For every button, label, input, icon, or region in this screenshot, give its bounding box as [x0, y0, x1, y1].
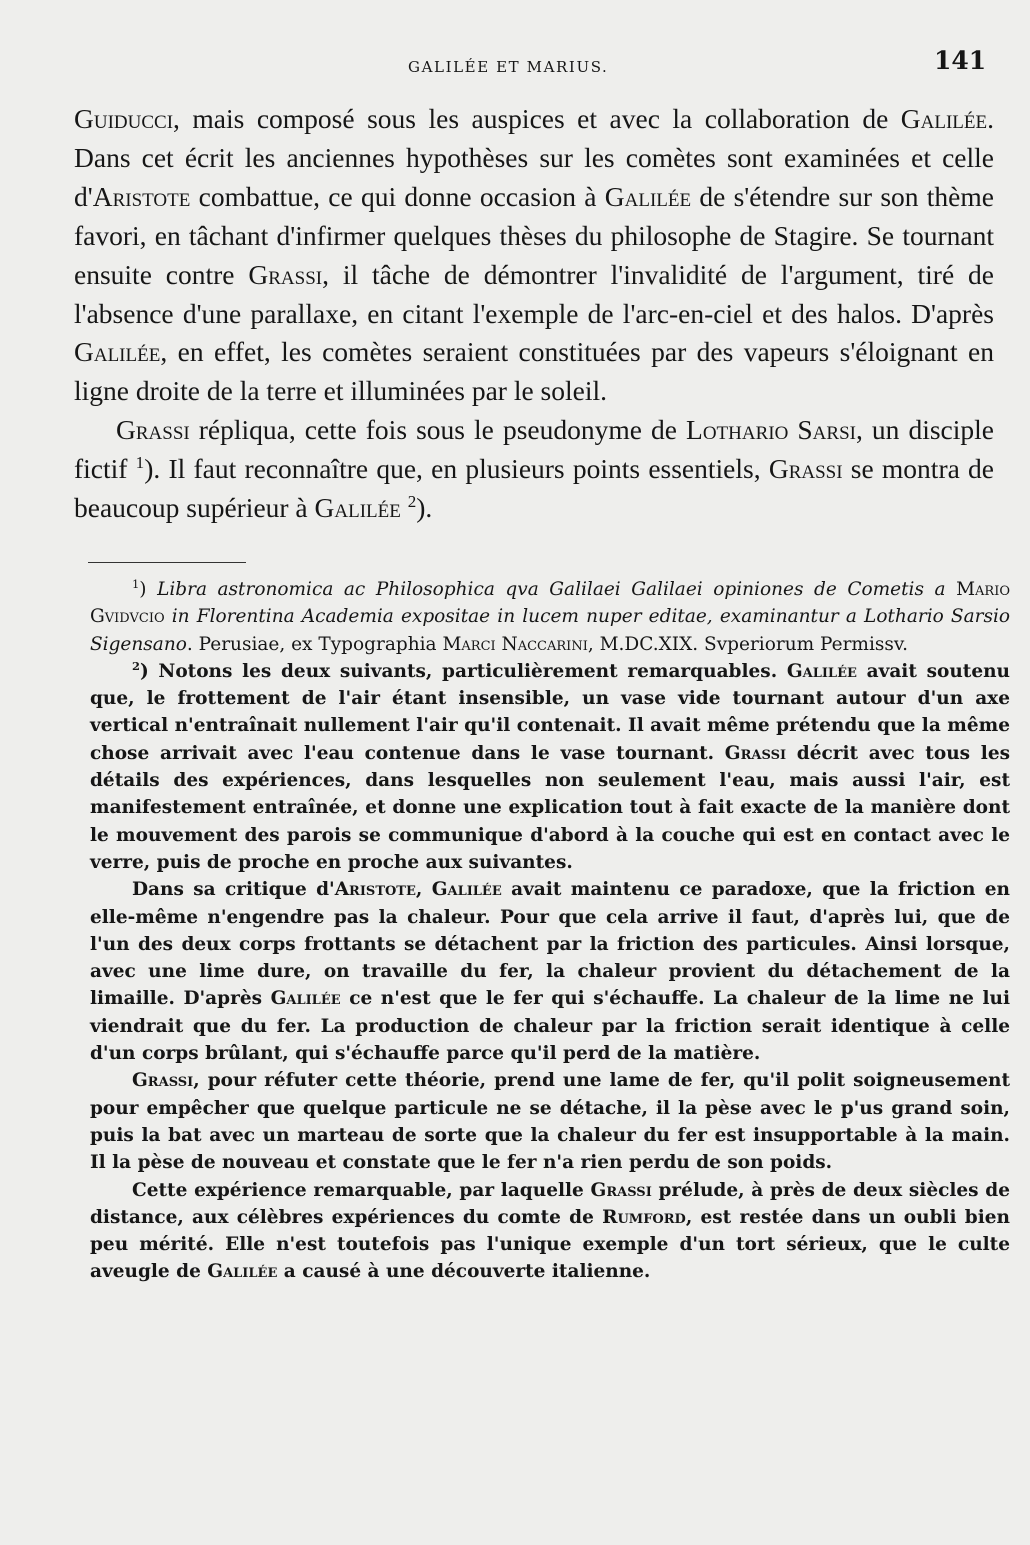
text-run: , pour réfuter cette théorie, prend une lame de fer, qu'il polit soigneusement pour empêcher que quelque particule ne se détache, il la pèse avec le p'us grand soin, puis la bat avec un marteau de sorte que la chaleur du fer est insupportable à la main. Il la pèse de nouveau et constate que le fer n'a rien perdu de son poids. [90, 1070, 1010, 1174]
small-caps-name: Guiducci [74, 103, 174, 134]
text-run: , il tâche de démontrer l'invalidité de l'argument, tiré de l'absence d'une parallaxe, en citant l'exemple de l'arc-en-ciel et des halos. D'après [74, 258, 994, 329]
text-run: ce n'est que le fer qui s'échauffe. La chaleur de la lime ne lui viendrait que du fer. La production de chaleur par la friction serait identique à celle d'un corps brûlant, qui s'échauffe parce qu'il perd de la matière. [90, 988, 1010, 1065]
small-caps-name: Grassi [248, 258, 323, 290]
text-run: Cette expérience remarquable, par laquelle [132, 1179, 591, 1201]
text-run: , en effet, les comètes seraient constituées par des vapeurs s'éloignant en ligne droite de la terre et illuminées par le soleil. [74, 336, 994, 407]
small-caps-name: Galilée [900, 103, 988, 134]
footnote-1 [90, 576, 1010, 658]
text-run: avait soutenu que, le frottement de l'air étant insensible, un vase vide tournant autour d'un axe vertical n'entraînait nullement l'air qu'il contenait. Il avait même prétendu que la même chose arrivait avec l'eau contenue dans le vase tournant. [90, 660, 1010, 764]
footnote-ref: 1 [135, 453, 145, 472]
italic-title: in Florentina Academia expositae in lucem nuper editae, examinantur a Lothario Sarsio Sigensano [90, 606, 1010, 655]
italic-title: Libra astronomica ac Philosophica qva Galilaei Galilaei opiniones de Cometis a [157, 579, 957, 600]
footnote-2 [90, 658, 1010, 876]
main-text [74, 100, 994, 528]
small-caps-name: Galilée [431, 879, 502, 901]
text-run: ). [416, 492, 433, 524]
paragraph-1 [74, 100, 994, 411]
text-run: répliqua, cette fois sous le pseudonyme de [189, 414, 687, 446]
small-caps-name: Galilée [314, 492, 401, 524]
footnote-2-paragraph-2 [90, 876, 1010, 1067]
text-run [401, 492, 408, 523]
small-caps-name: Grassi [768, 453, 843, 485]
text-run: , [415, 879, 432, 901]
footnote-2-paragraph-4 [90, 1177, 1010, 1286]
text-run: , est restée dans un oubli bien peu mérité. Elle n'est toutefois pas l'unique exemple d'un tort sérieux, que le culte aveugle de [90, 1206, 1010, 1283]
page-number: 141 [934, 46, 987, 75]
footnote-number: 2 [132, 658, 140, 673]
small-caps-name: Galilée [207, 1261, 278, 1283]
text-run: a causé à une découverte italienne. [277, 1261, 651, 1283]
footnote-number: 1 [132, 576, 140, 591]
text-run: Dans sa critique d' [132, 879, 335, 901]
footnote-divider [88, 562, 246, 563]
text-run: ). Il faut reconnaître que, en plusieurs points essentiels, [144, 453, 769, 485]
small-caps-name: Grassi [590, 1179, 652, 1201]
footnote-ref: 2 [407, 491, 417, 511]
text-run: , M.DC.XIX. Svperiorum Permissv. [587, 633, 909, 655]
small-caps-name: Galilée [74, 336, 161, 368]
text-run: , un disciple fictif [74, 414, 994, 485]
text-run: . Dans cet écrit les anciennes hypothèses sur les comètes sont examinées et celle d' [74, 103, 994, 212]
small-caps-name: Marci Naccarini [442, 633, 588, 655]
text-run: décrit avec tous les détails des expériences, dans lesquelles non seulement l'eau, mais aussi l'air, est manifestement entraînée, et donne une explication tout à fait exacte de la manière dont le mouvement des parois se communique d'abord à la couche qui est en contact avec le verre, puis de proche en proche aux suivantes. [90, 742, 1010, 873]
text-run: combattue, ce qui donne occasion à [190, 180, 605, 212]
paragraph-2 [74, 411, 994, 528]
footnote-2-paragraph-3 [90, 1067, 1010, 1176]
text-run: ) Notons les deux suivants, particulièrement remarquables. [139, 660, 787, 682]
small-caps-name: Mario Gvidvcio [90, 579, 1010, 628]
text-run: , mais composé sous les auspices et avec la collaboration de [173, 103, 901, 134]
footnotes [90, 576, 1010, 1286]
small-caps-name: Grassi [132, 1070, 194, 1092]
small-caps-name: Galilée [786, 660, 857, 682]
small-caps-name: Galilée [270, 988, 341, 1010]
text-run: avait maintenu ce paradoxe, que la friction en elle-même n'engendre pas la chaleur. Pour que cela arrive il faut, d'après lui, que de l'un des deux corps frottants se détachent par la friction des particules. Ainsi lorsque, avec une lime dure, on travaille du fer, la chaleur provient du détachement de la limaille. D'après [90, 879, 1010, 1010]
text-run: de s'étendre sur son thème favori, en tâchant d'infirmer quelques thèses du philosophe de Stagire. Se tournant ensuite contre [74, 180, 994, 290]
small-caps-name: Lothario Sarsi [686, 414, 856, 446]
text-run: ) [139, 579, 158, 600]
small-caps-name: Rumford [602, 1206, 686, 1228]
text-run: se montra de beaucoup supérieur à [74, 453, 994, 524]
text-run: . Perusiae, ex Typographia [186, 633, 443, 655]
small-caps-name: Grassi [724, 742, 787, 764]
small-caps-name: Galilée [604, 180, 692, 212]
small-caps-name: Aristote [334, 879, 416, 901]
text-run: prélude, à près de deux siècles de distance, aux célèbres expériences du comte de [90, 1179, 1011, 1228]
small-caps-name: Grassi [116, 414, 190, 446]
running-title: GALILÉE ET MARIUS. [408, 58, 609, 76]
small-caps-name: Aristote [92, 180, 191, 212]
